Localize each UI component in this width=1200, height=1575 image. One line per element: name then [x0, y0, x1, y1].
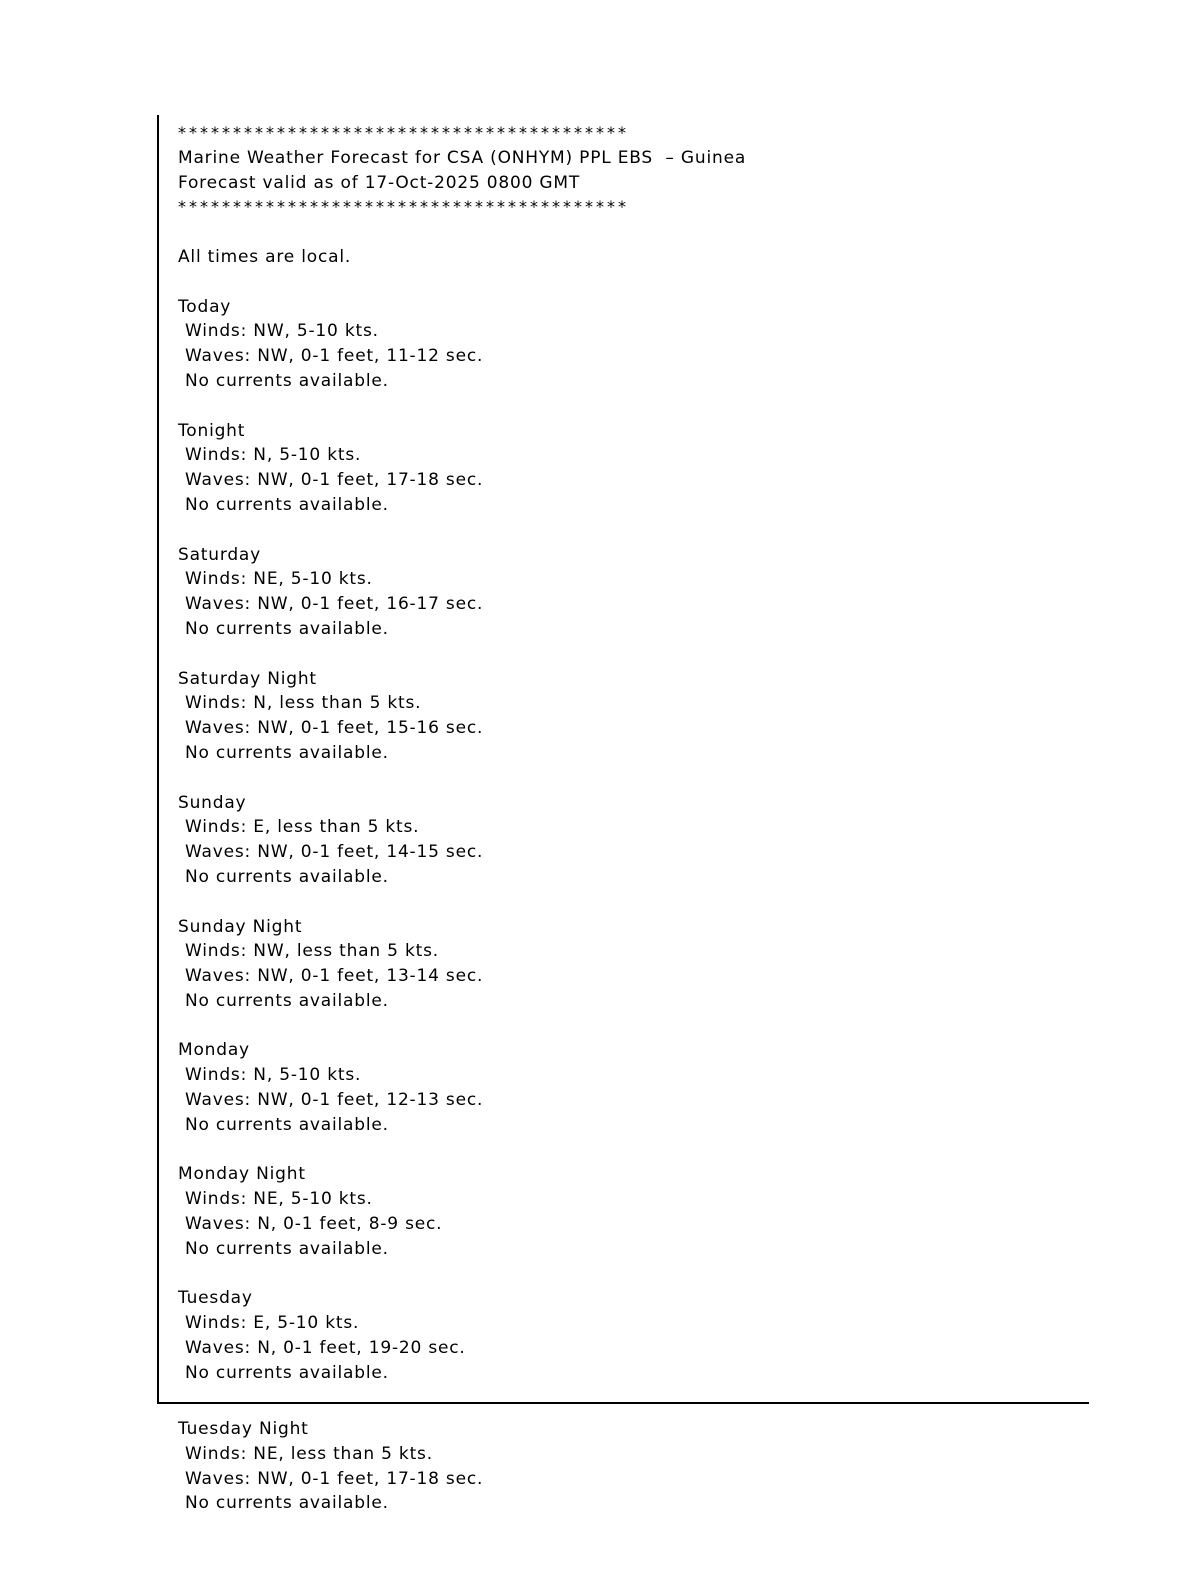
section-winds: Winds: N, 5-10 kts.: [185, 1065, 362, 1086]
section-winds: Winds: N, less than 5 kts.: [185, 693, 422, 714]
section-winds: Winds: N, 5-10 kts.: [185, 445, 362, 466]
section-winds: Winds: NW, 5-10 kts.: [185, 321, 379, 342]
forecast-section: [178, 915, 1098, 1014]
forecast-section: [178, 543, 1098, 642]
section-waves: Waves: NW, 0-1 feet, 13-14 sec.: [185, 966, 484, 987]
section-waves: Waves: NW, 0-1 feet, 11-12 sec.: [185, 346, 484, 367]
section-waves: Waves: NW, 0-1 feet, 12-13 sec.: [185, 1090, 484, 1111]
section-currents: No currents available.: [185, 494, 389, 515]
section-heading: Tonight: [178, 420, 246, 441]
section-heading: Monday Night: [178, 1164, 306, 1185]
section-winds: Winds: NE, less than 5 kts.: [185, 1443, 433, 1464]
forecast-section: [178, 667, 1098, 766]
section-heading: Monday: [178, 1040, 250, 1061]
section-heading: Today: [178, 296, 232, 317]
section-currents: No currents available.: [185, 370, 389, 391]
section-heading: Saturday Night: [178, 668, 317, 689]
section-winds: Winds: E, less than 5 kts.: [185, 817, 420, 838]
section-heading: Sunday: [178, 792, 247, 813]
forecast-section: [178, 1038, 1098, 1137]
asterisk-divider-top: *****************************************: [178, 123, 629, 142]
document-title: Marine Weather Forecast for CSA (ONHYM) PPL EBS – Guinea: [178, 147, 747, 168]
section-winds: Winds: E, 5-10 kts.: [185, 1313, 360, 1334]
section-winds: Winds: NE, 5-10 kts.: [185, 1189, 373, 1210]
section-waves: Waves: NW, 0-1 feet, 17-18 sec.: [185, 1468, 484, 1489]
blank-line: [178, 220, 1098, 245]
forecast-section: [178, 1286, 1098, 1385]
section-currents: No currents available.: [185, 742, 389, 763]
forecast-text-page-1: [178, 121, 1098, 1410]
blank-line: [178, 270, 1098, 295]
section-waves: Waves: NW, 0-1 feet, 16-17 sec.: [185, 594, 484, 615]
section-heading: Tuesday: [178, 1288, 253, 1309]
times-note: All times are local.: [178, 246, 352, 267]
section-currents: No currents available.: [185, 1238, 389, 1259]
asterisk-divider-bottom: *****************************************: [178, 197, 629, 217]
section-heading: Saturday: [178, 544, 262, 565]
section-winds: Winds: NW, less than 5 kts.: [185, 941, 439, 962]
section-heading: Tuesday Night: [178, 1419, 309, 1439]
section-currents: No currents available.: [185, 1362, 389, 1383]
section-heading: Sunday Night: [178, 916, 303, 937]
forecast-sections-page-1: [178, 295, 1098, 1386]
section-waves: Waves: N, 0-1 feet, 8-9 sec.: [185, 1214, 443, 1235]
section-waves: Waves: NW, 0-1 feet, 15-16 sec.: [185, 718, 484, 739]
forecast-text-page-2: [178, 1417, 1098, 1541]
forecast-section: [178, 419, 1098, 518]
section-currents: No currents available.: [185, 990, 389, 1011]
forecast-section: [178, 1417, 1098, 1516]
section-waves: Waves: N, 0-1 feet, 19-20 sec.: [185, 1338, 466, 1359]
forecast-section: [178, 791, 1098, 890]
section-waves: Waves: NW, 0-1 feet, 17-18 sec.: [185, 470, 484, 491]
section-currents: No currents available.: [185, 1493, 389, 1514]
section-currents: No currents available.: [185, 1114, 389, 1135]
forecast-valid-line: Forecast valid as of 17-Oct-2025 0800 GMT: [178, 172, 581, 193]
section-winds: Winds: NE, 5-10 kts.: [185, 569, 373, 590]
forecast-section: [178, 295, 1098, 394]
section-waves: Waves: NW, 0-1 feet, 14-15 sec.: [185, 842, 484, 863]
section-currents: No currents available.: [185, 866, 389, 887]
section-currents: No currents available.: [185, 618, 389, 639]
forecast-section: [178, 1162, 1098, 1261]
